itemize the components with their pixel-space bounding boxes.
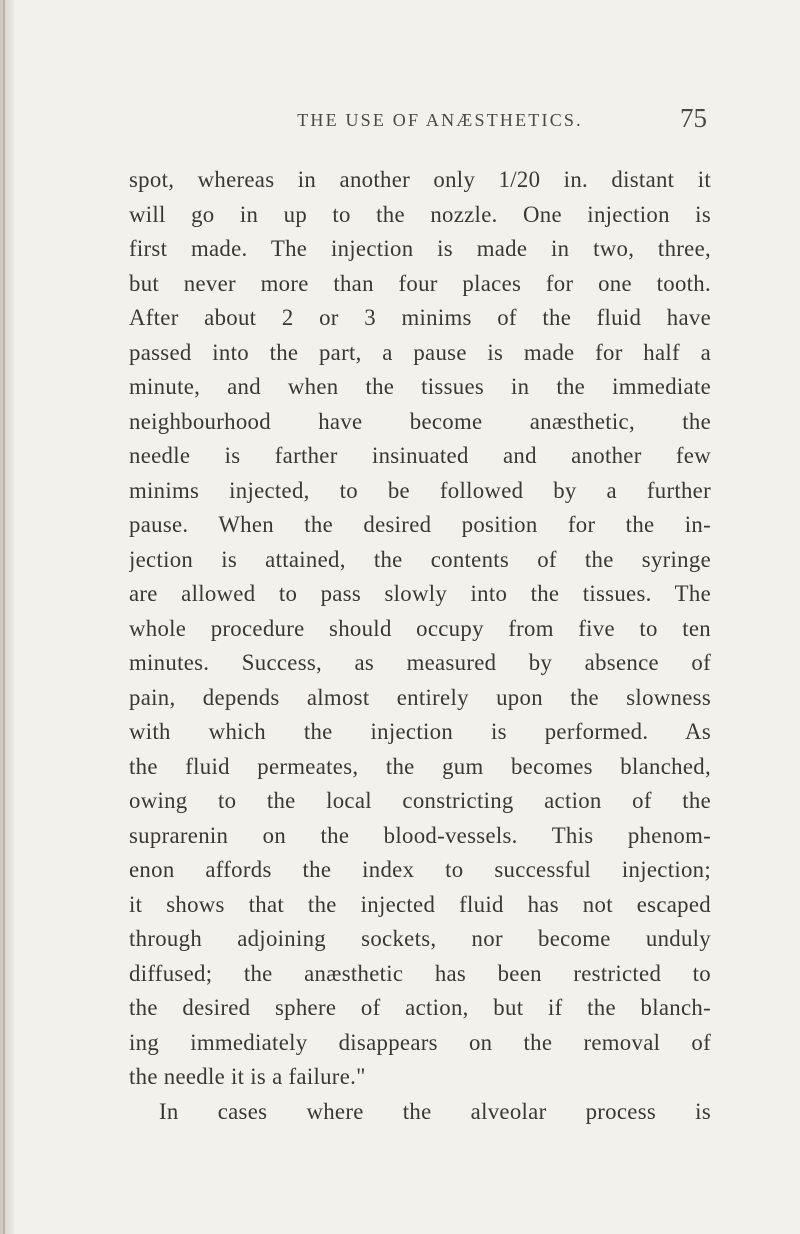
text-line: through adjoining sockets, nor become unduly <box>129 926 711 951</box>
text-line: minutes. Success, as measured by absence of <box>129 650 711 675</box>
text-line: pause. When the desired position for the in- <box>129 512 711 537</box>
text-line: owing to the local constricting action of the <box>129 788 711 813</box>
text-line: are allowed to pass slowly into the tissues. The <box>129 581 711 606</box>
text-line: with which the injection is performed. As <box>129 719 711 744</box>
body-text <box>129 163 711 1129</box>
text-line: but never more than four places for one tooth. <box>129 270 711 296</box>
text-line: it shows that the injected fluid has not escaped <box>129 891 711 917</box>
text-line: the fluid permeates, the gum becomes blanched, <box>129 753 711 779</box>
text-line: the needle it is a failure." <box>129 1064 366 1089</box>
text-line: will go in up to the nozzle. One injection is <box>129 201 711 227</box>
text-line: pain, depends almost entirely upon the slowness <box>129 684 711 710</box>
text-line: suprarenin on the blood-vessels. This phenom- <box>129 822 711 848</box>
text-line: ing immediately disappears on the removal of <box>129 1029 711 1055</box>
text-line: minims injected, to be followed by a further <box>129 477 711 503</box>
text-line: diffused; the anæsthetic has been restricted to <box>129 960 711 986</box>
text-line: jection is attained, the contents of the syringe <box>129 546 711 572</box>
text-line: After about 2 or 3 minims of the fluid have <box>129 305 711 330</box>
running-head <box>0 103 800 148</box>
page-gutter <box>0 0 14 1234</box>
text-line: whole procedure should occupy from five to ten <box>129 615 711 641</box>
running-head-title: THE USE OF ANÆSTHETICS. <box>297 110 583 130</box>
text-line: passed into the part, a pause is made for half a <box>129 339 711 365</box>
text-line: needle is farther insinuated and another few <box>129 443 711 468</box>
text-line: first made. The injection is made in two, three, <box>129 236 711 261</box>
text-line: minute, and when the tissues in the immediate <box>129 374 711 399</box>
text-line: spot, whereas in another only 1/20 in. distant it <box>129 167 711 192</box>
text-line: enon affords the index to successful injection; <box>129 857 711 882</box>
page-number: 75 <box>680 103 707 133</box>
text-line: the desired sphere of action, but if the blanch- <box>129 995 711 1020</box>
text-line: In cases where the alveolar process is <box>159 1098 711 1124</box>
gutter-line <box>3 0 5 1234</box>
text-line: neighbourhood have become anæsthetic, the <box>129 408 711 434</box>
